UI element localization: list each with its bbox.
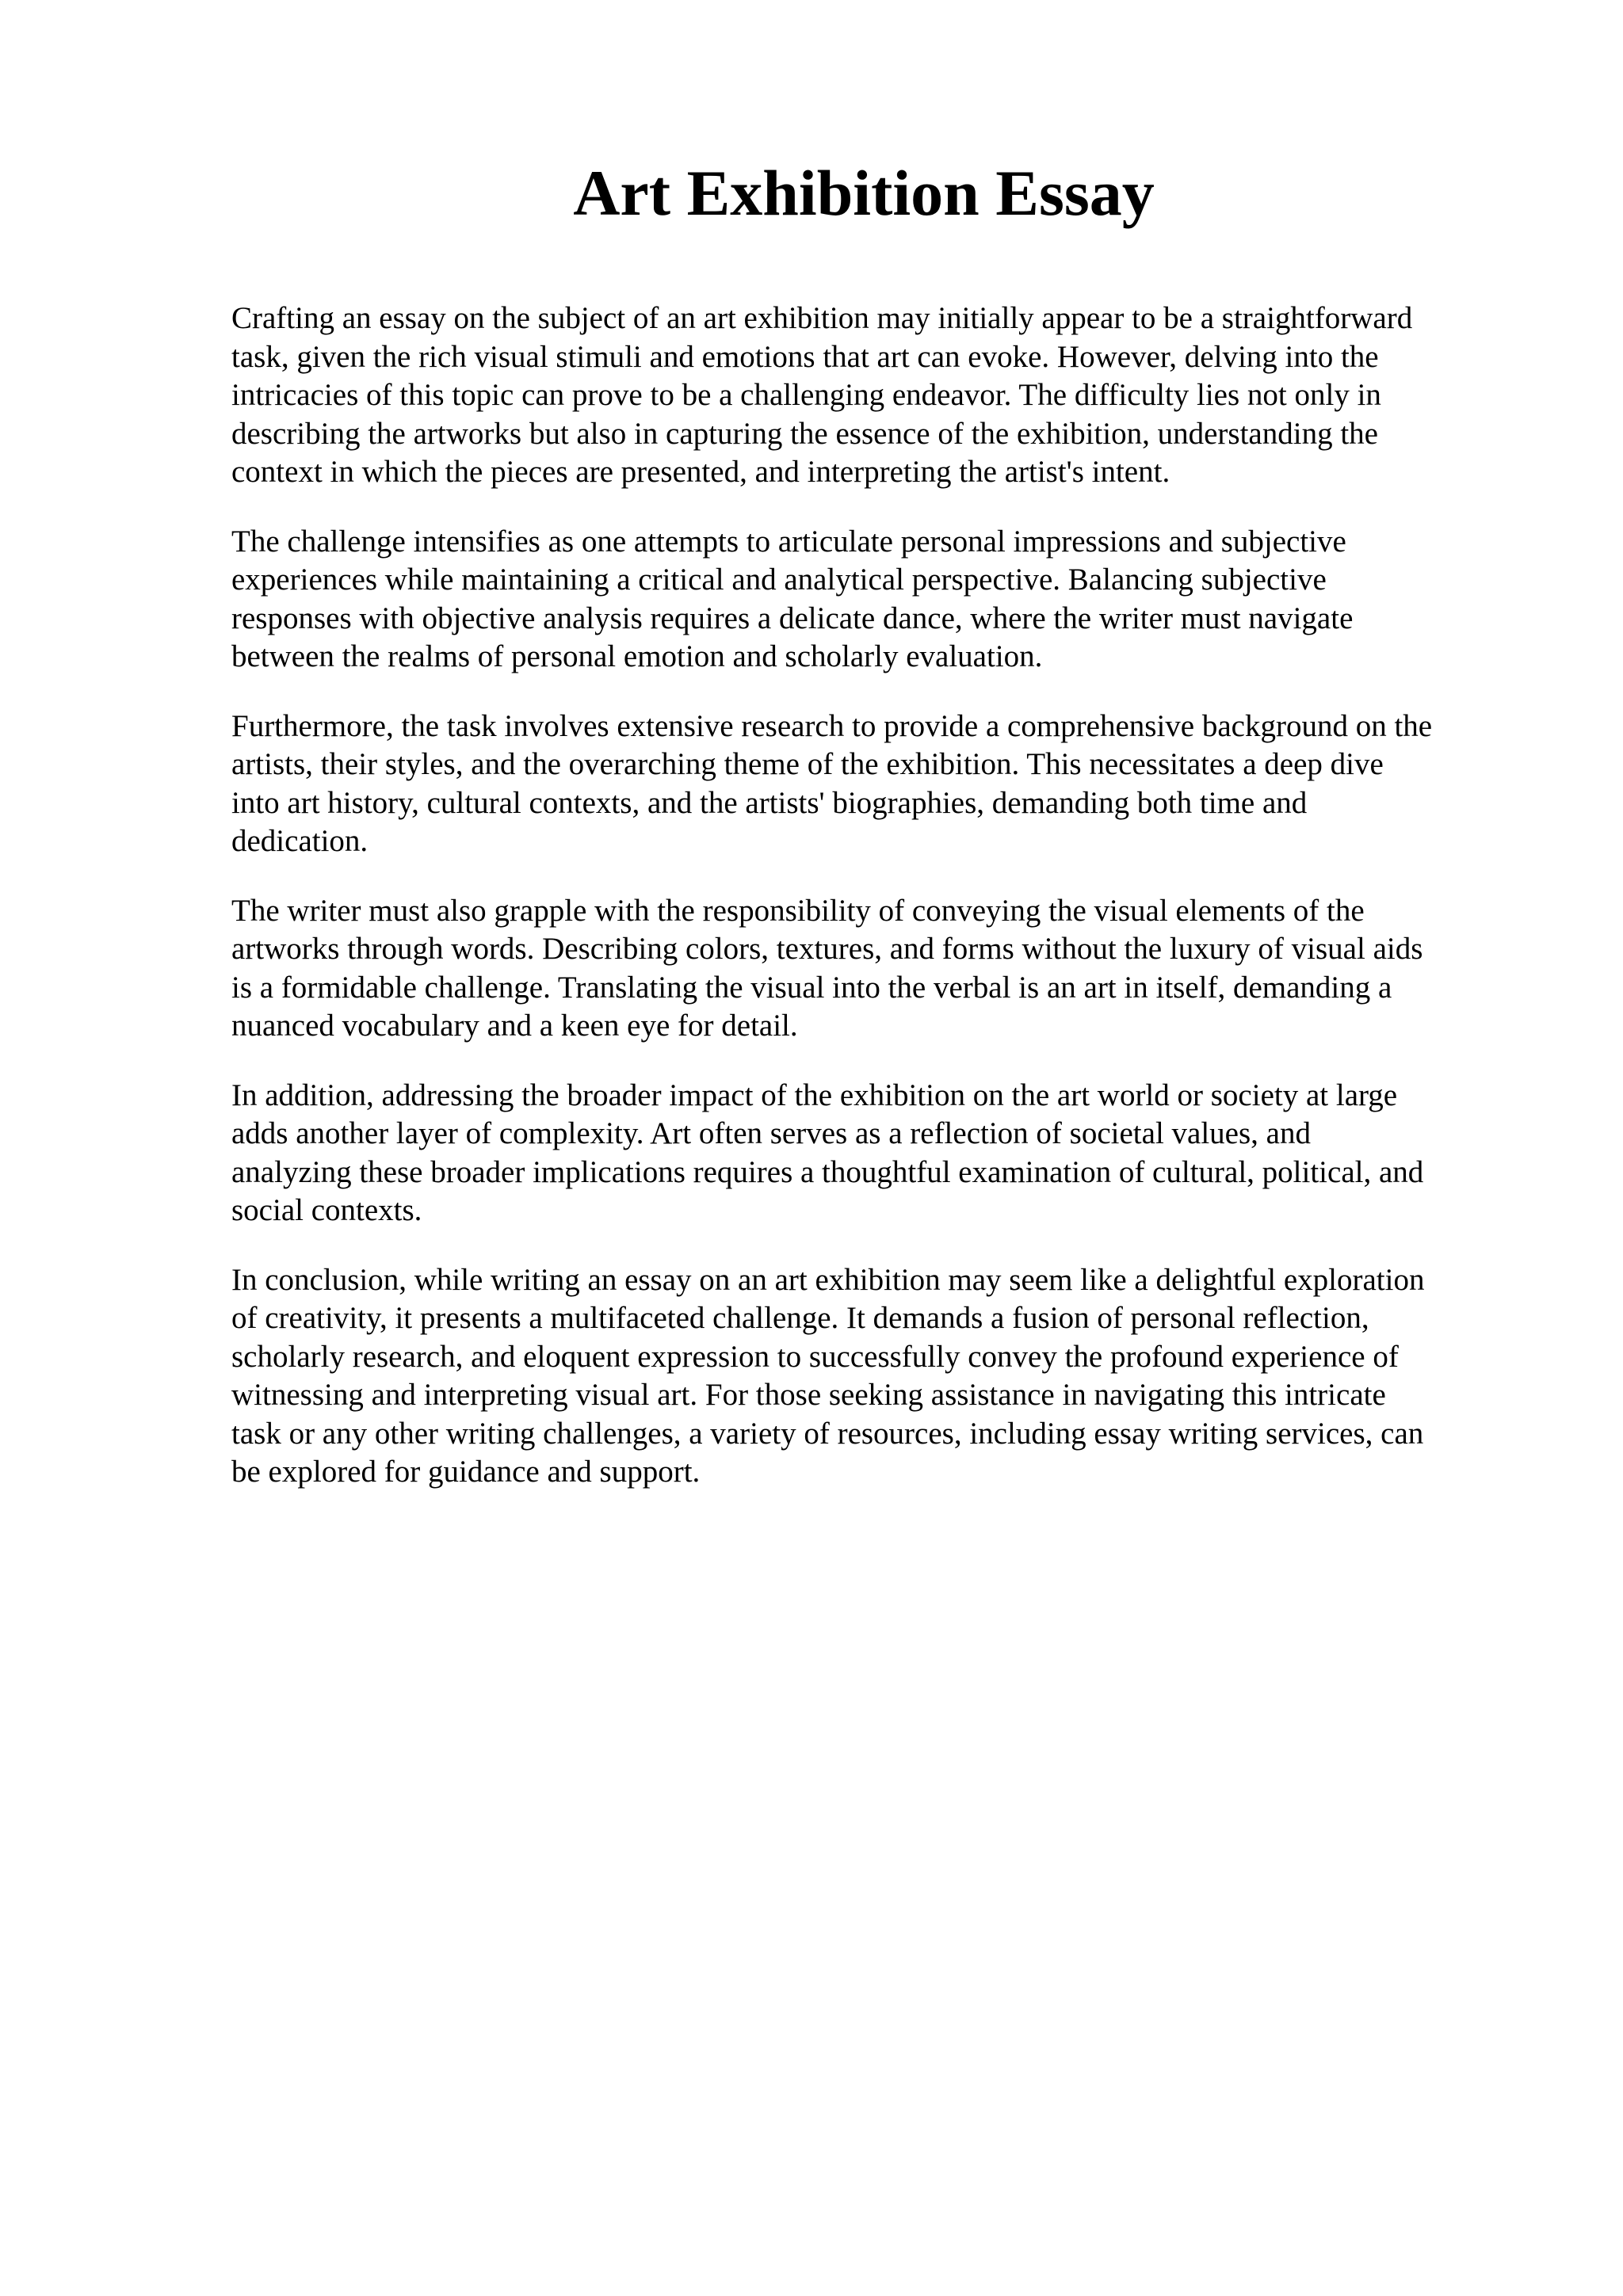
paragraph-line: between the realms of personal emotion and scholarly evaluation.	[231, 639, 1043, 673]
paragraph-line: In addition, addressing the broader impact of the exhibition on the art world or society at large	[231, 1077, 1398, 1112]
paragraph-line: In conclusion, while writing an essay on an art exhibition may seem like a delightful exploration	[231, 1262, 1425, 1297]
paragraph-line: responses with objective analysis requires a delicate dance, where the writer must navigate	[231, 601, 1354, 635]
paragraph-line: witnessing and interpreting visual art. For those seeking assistance in navigating this intricate	[231, 1378, 1386, 1412]
paragraph-line: nuanced vocabulary and a keen eye for detail.	[231, 1009, 798, 1043]
paragraph-line: The writer must also grapple with the responsibility of conveying the visual elements of the	[231, 893, 1365, 928]
paragraph-3	[231, 707, 1515, 861]
paragraph-line: Crafting an essay on the subject of an art exhibition may initially appear to be a straightforward	[231, 301, 1413, 335]
paragraph-line: describing the artworks but also in capturing the essence of the exhibition, understanding the	[231, 416, 1378, 451]
paragraph-line: experiences while maintaining a critical and analytical perspective. Balancing subjective	[231, 563, 1327, 597]
paragraph-2	[231, 523, 1515, 677]
document-title: Art Exhibition Essay	[573, 157, 1155, 229]
paragraph-4	[231, 892, 1515, 1046]
paragraph-line: context in which the pieces are presented, and interpreting the artist's intent.	[231, 455, 1170, 489]
essay-body	[231, 299, 1515, 1523]
paragraph-line: intricacies of this topic can prove to be a challenging endeavor. The difficulty lies not only in	[231, 378, 1381, 412]
paragraph-5	[231, 1077, 1515, 1230]
paragraph-line: artworks through words. Describing colors, textures, and forms without the luxury of visual aids	[231, 932, 1423, 966]
paragraph-line: into art history, cultural contexts, and the artists' biographies, demanding both time and	[231, 785, 1308, 820]
paragraph-line: task or any other writing challenges, a variety of resources, including essay writing services, can	[231, 1416, 1424, 1451]
paragraph-line: of creativity, it presents a multifaceted challenge. It demands a fusion of personal reflection,	[231, 1301, 1369, 1335]
paragraph-line: dedication.	[231, 824, 369, 858]
paragraph-line: social contexts.	[231, 1193, 422, 1227]
paragraph-1	[231, 299, 1515, 492]
paragraph-line: artists, their styles, and the overarching theme of the exhibition. This necessitates a deep dive	[231, 747, 1384, 781]
paragraph-line: scholarly research, and eloquent expression to successfully convey the profound experience of	[231, 1339, 1399, 1374]
paragraph-line: adds another layer of complexity. Art often serves as a reflection of societal values, and	[231, 1116, 1311, 1150]
paragraph-line: analyzing these broader implications requires a thoughtful examination of cultural, political, and	[231, 1154, 1424, 1189]
paragraph-line: be explored for guidance and support.	[231, 1455, 701, 1489]
paragraph-line: The challenge intensifies as one attempts to articulate personal impressions and subjective	[231, 524, 1346, 559]
paragraph-line: task, given the rich visual stimuli and emotions that art can evoke. However, delving into the	[231, 339, 1379, 374]
paragraph-6	[231, 1261, 1515, 1492]
paragraph-line: is a formidable challenge. Translating the visual into the verbal is an art in itself, demanding a	[231, 970, 1392, 1005]
paragraph-line: Furthermore, the task involves extensive research to provide a comprehensive background on the	[231, 708, 1433, 743]
